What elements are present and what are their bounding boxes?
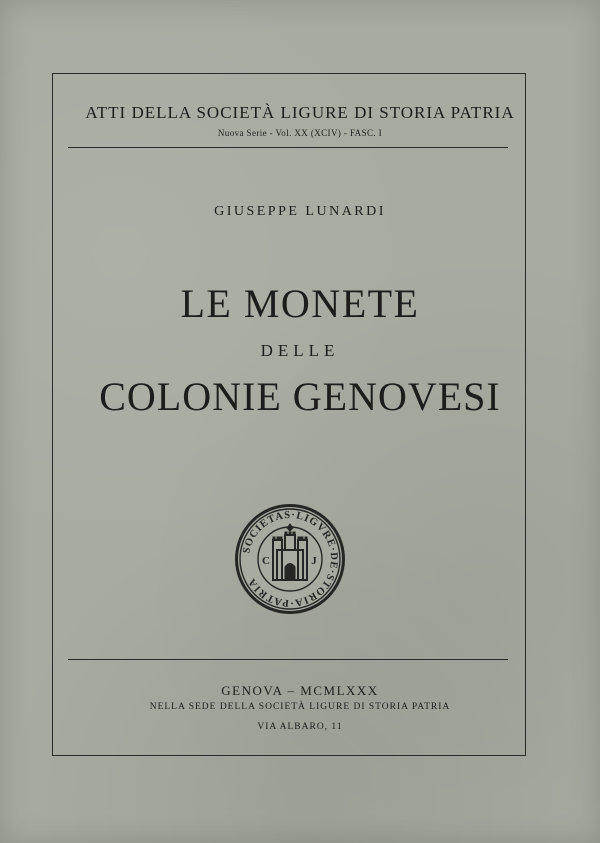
imprint-place-year: GENOVA – MCMLXXX xyxy=(221,683,379,698)
title-line-3: COLONIE GENOVESI xyxy=(99,374,501,419)
author-name: GIUSEPPE LUNARDI xyxy=(214,204,386,219)
imprint-address: VIA ALBARO, 11 xyxy=(257,722,343,732)
seal-letter-right: J xyxy=(311,555,317,567)
header-divider xyxy=(68,147,508,148)
series-detail: Nuova Serie - Vol. XX (XCIV) - FASC. I xyxy=(217,128,383,138)
footer-divider xyxy=(68,659,508,660)
imprint-publisher: NELLA SEDE DELLA SOCIETÀ LIGURE DI STORIA PATRIA xyxy=(149,702,451,712)
title-line-1: LE MONETE xyxy=(180,281,420,326)
title-line-2: DELLE xyxy=(260,341,340,360)
seal-letter-left: C xyxy=(262,555,270,567)
society-seal-icon xyxy=(233,502,347,616)
series-title: ATTI DELLA SOCIETÀ LIGURE DI STORIA PATRIA xyxy=(85,103,515,122)
seal-legend: SOCIETAS·LIGVRE·DE·STORIA·PATRIA xyxy=(241,509,340,609)
